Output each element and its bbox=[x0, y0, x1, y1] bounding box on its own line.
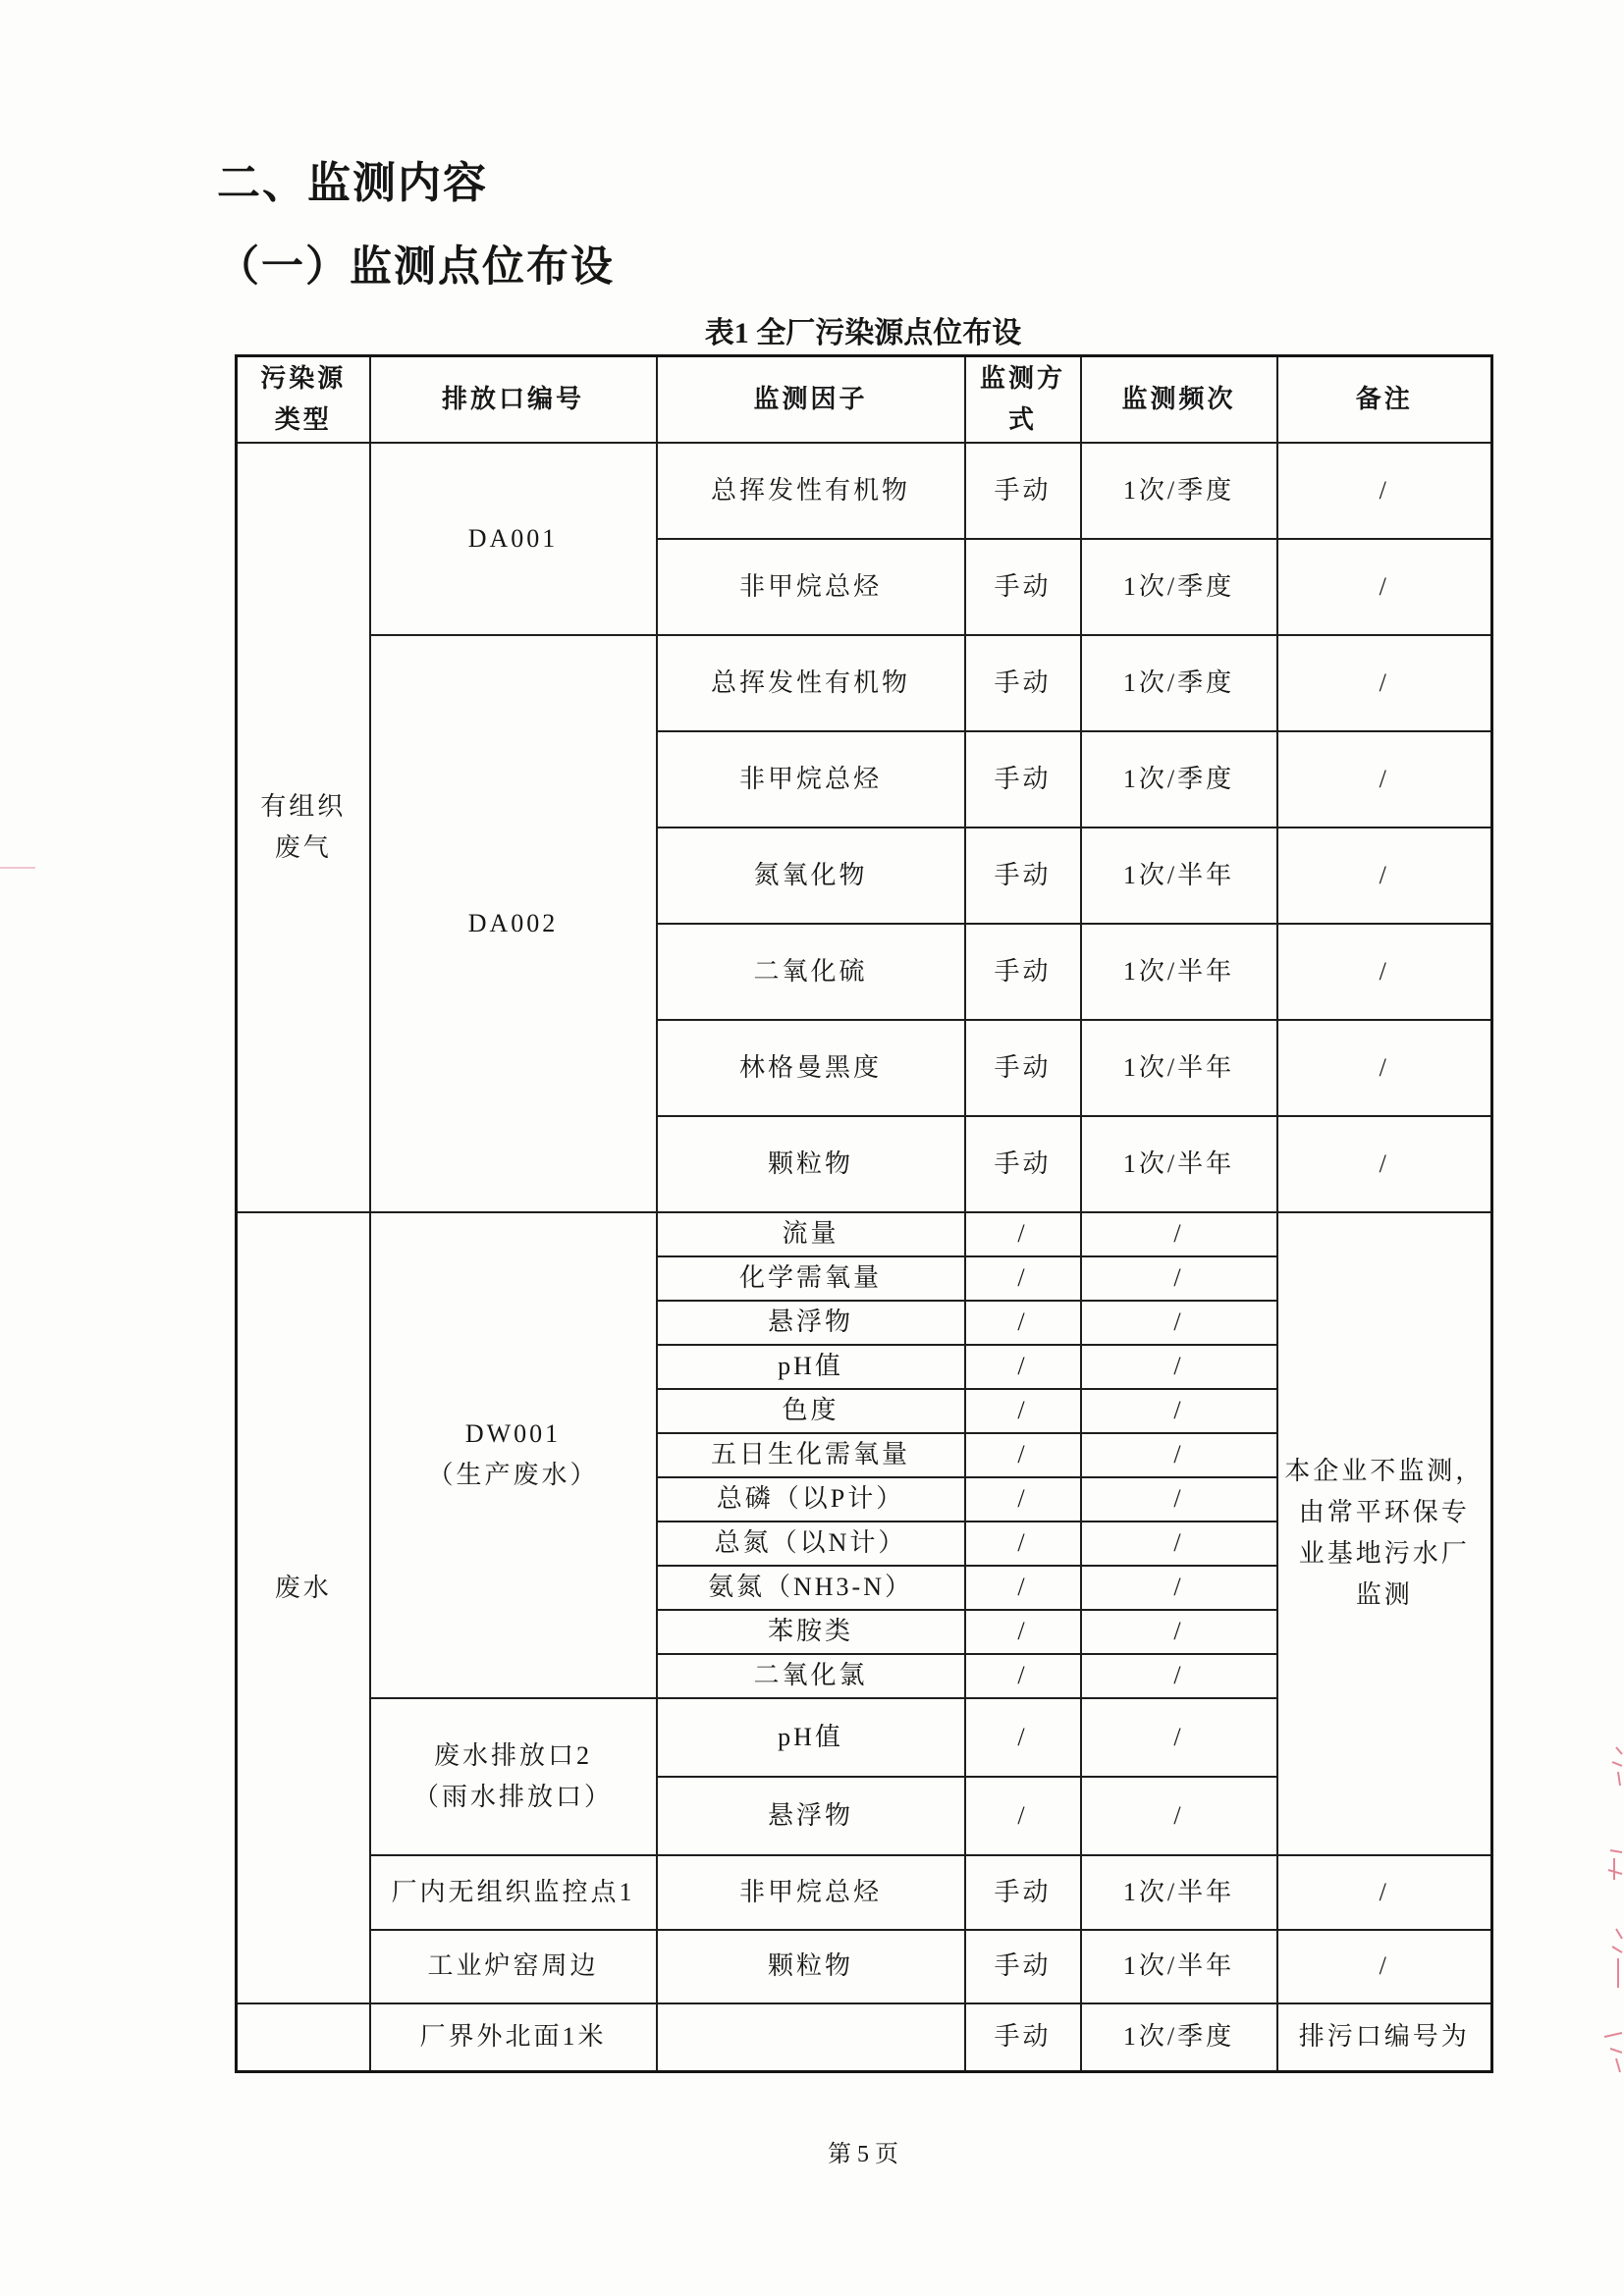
factor: 林格曼黑度 bbox=[657, 1020, 965, 1116]
factor: 总挥发性有机物 bbox=[657, 635, 965, 731]
factor: 总氮（以N计） bbox=[657, 1522, 965, 1566]
factor: 非甲烷总烃 bbox=[657, 731, 965, 828]
factor: 悬浮物 bbox=[657, 1301, 965, 1345]
remark-line: 本企业不监测， bbox=[1284, 1457, 1485, 1485]
source-type-empty bbox=[237, 2003, 370, 2072]
factor: 流量 bbox=[657, 1212, 965, 1256]
source-type-cell bbox=[237, 443, 370, 1212]
source-type: 有组织废气 bbox=[260, 791, 347, 862]
outlet-id: DW001 bbox=[464, 1419, 562, 1448]
seal-fragment bbox=[1595, 1742, 1624, 2076]
outlet-id: 厂界外北面1米 bbox=[370, 2003, 657, 2072]
header-outlet-id: 排放口编号 bbox=[370, 356, 657, 443]
method: / bbox=[965, 1389, 1081, 1433]
table-row bbox=[237, 2003, 1492, 2072]
factor: 化学需氧量 bbox=[657, 1256, 965, 1301]
method: 手动 bbox=[965, 539, 1081, 635]
method: 手动 bbox=[965, 635, 1081, 731]
factor-empty bbox=[657, 2003, 965, 2072]
header-method: 监测方式 bbox=[965, 356, 1081, 443]
factor: pH值 bbox=[657, 1345, 965, 1389]
frequency: 1次/季度 bbox=[1081, 443, 1277, 539]
frequency: / bbox=[1081, 1654, 1277, 1698]
section-heading: 二、监测内容 bbox=[217, 159, 488, 207]
factor: 苯胺类 bbox=[657, 1610, 965, 1654]
table-row bbox=[237, 1930, 1492, 2003]
remark: / bbox=[1277, 539, 1492, 635]
frequency: 1次/季度 bbox=[1081, 539, 1277, 635]
factor: 总挥发性有机物 bbox=[657, 443, 965, 539]
remark: / bbox=[1277, 1855, 1492, 1930]
frequency: 1次/季度 bbox=[1081, 731, 1277, 828]
frequency: / bbox=[1081, 1345, 1277, 1389]
table-row bbox=[237, 635, 1492, 731]
factor: 悬浮物 bbox=[657, 1777, 965, 1855]
frequency: 1次/半年 bbox=[1081, 924, 1277, 1020]
outlet-id: DA002 bbox=[370, 635, 657, 1212]
outlet-id: 厂内无组织监控点1 bbox=[370, 1855, 657, 1930]
factor: 非甲烷总烃 bbox=[657, 539, 965, 635]
subsection-heading: （一）监测点位布设 bbox=[217, 244, 615, 291]
outlet-id: DA001 bbox=[370, 443, 657, 635]
factor: 二氧化氯 bbox=[657, 1654, 965, 1698]
outlet-note: （生产废水） bbox=[427, 1461, 599, 1489]
method: 手动 bbox=[965, 924, 1081, 1020]
factor: 总磷（以P计） bbox=[657, 1477, 965, 1522]
outlet-id-cell bbox=[370, 1698, 657, 1855]
method: / bbox=[965, 1654, 1081, 1698]
frequency: / bbox=[1081, 1610, 1277, 1654]
method: / bbox=[965, 1610, 1081, 1654]
header-factor: 监测因子 bbox=[657, 356, 965, 443]
method: / bbox=[965, 1212, 1081, 1256]
method: / bbox=[965, 1433, 1081, 1477]
frequency: / bbox=[1081, 1301, 1277, 1345]
remark-line: 业基地污水厂 bbox=[1298, 1539, 1470, 1568]
header-source-type: 污染源类型 bbox=[237, 356, 370, 443]
frequency: 1次/半年 bbox=[1081, 1855, 1277, 1930]
method: 手动 bbox=[965, 828, 1081, 924]
header-row bbox=[237, 356, 1492, 443]
remark: / bbox=[1277, 1930, 1492, 2003]
method: 手动 bbox=[965, 731, 1081, 828]
frequency: 1次/半年 bbox=[1081, 828, 1277, 924]
page-number: 第 5 页 bbox=[828, 2142, 898, 2167]
factor: 非甲烷总烃 bbox=[657, 1855, 965, 1930]
remark: / bbox=[1277, 828, 1492, 924]
frequency: / bbox=[1081, 1256, 1277, 1301]
monitoring-points-table bbox=[235, 354, 1493, 2073]
method: / bbox=[965, 1256, 1081, 1301]
method: / bbox=[965, 1477, 1081, 1522]
outlet-note: （雨水排放口） bbox=[412, 1782, 613, 1811]
frequency: / bbox=[1081, 1522, 1277, 1566]
shared-remark-cell bbox=[1277, 1212, 1492, 1855]
factor: 颗粒物 bbox=[657, 1930, 965, 2003]
method: / bbox=[965, 1698, 1081, 1777]
factor: 氨氮（NH3-N） bbox=[657, 1566, 965, 1610]
remark-line: 监测 bbox=[1355, 1580, 1413, 1609]
frequency: 1次/季度 bbox=[1081, 635, 1277, 731]
table-caption: 表1 全厂污染源点位布设 bbox=[704, 317, 1022, 349]
frequency: / bbox=[1081, 1212, 1277, 1256]
outlet-id: 工业炉窑周边 bbox=[370, 1930, 657, 2003]
method: / bbox=[965, 1777, 1081, 1855]
table-row bbox=[237, 1212, 1492, 1256]
header-remark: 备注 bbox=[1277, 356, 1492, 443]
method: / bbox=[965, 1345, 1081, 1389]
remark: 排污口编号为 bbox=[1277, 2003, 1492, 2072]
frequency: 1次/半年 bbox=[1081, 1930, 1277, 2003]
method: 手动 bbox=[965, 443, 1081, 539]
remark: / bbox=[1277, 635, 1492, 731]
method: / bbox=[965, 1522, 1081, 1566]
frequency: / bbox=[1081, 1433, 1277, 1477]
factor: 颗粒物 bbox=[657, 1116, 965, 1212]
method: 手动 bbox=[965, 2003, 1081, 2072]
outlet-id-cell bbox=[370, 1212, 657, 1698]
remark: / bbox=[1277, 731, 1492, 828]
method: 手动 bbox=[965, 1020, 1081, 1116]
source-type: 废水 bbox=[237, 1212, 370, 2003]
method: 手动 bbox=[965, 1930, 1081, 2003]
method: / bbox=[965, 1301, 1081, 1345]
frequency: 1次/季度 bbox=[1081, 2003, 1277, 2072]
frequency: / bbox=[1081, 1566, 1277, 1610]
frequency: 1次/半年 bbox=[1081, 1116, 1277, 1212]
method: 手动 bbox=[965, 1116, 1081, 1212]
table-row bbox=[237, 1855, 1492, 1930]
factor: 五日生化需氧量 bbox=[657, 1433, 965, 1477]
scan-mark bbox=[0, 867, 35, 869]
factor: pH值 bbox=[657, 1698, 965, 1777]
frequency: / bbox=[1081, 1777, 1277, 1855]
factor: 氮氧化物 bbox=[657, 828, 965, 924]
remark: / bbox=[1277, 443, 1492, 539]
frequency: / bbox=[1081, 1389, 1277, 1433]
remark: / bbox=[1277, 924, 1492, 1020]
remark: / bbox=[1277, 1020, 1492, 1116]
factor: 二氧化硫 bbox=[657, 924, 965, 1020]
method: / bbox=[965, 1566, 1081, 1610]
remark-line: 由常平环保专 bbox=[1298, 1498, 1470, 1526]
frequency: 1次/半年 bbox=[1081, 1020, 1277, 1116]
frequency: / bbox=[1081, 1698, 1277, 1777]
remark: / bbox=[1277, 1116, 1492, 1212]
table-row bbox=[237, 443, 1492, 539]
header-frequency: 监测频次 bbox=[1081, 356, 1277, 443]
factor: 色度 bbox=[657, 1389, 965, 1433]
method: 手动 bbox=[965, 1855, 1081, 1930]
outlet-id: 废水排放口2 bbox=[433, 1740, 592, 1770]
frequency: / bbox=[1081, 1477, 1277, 1522]
